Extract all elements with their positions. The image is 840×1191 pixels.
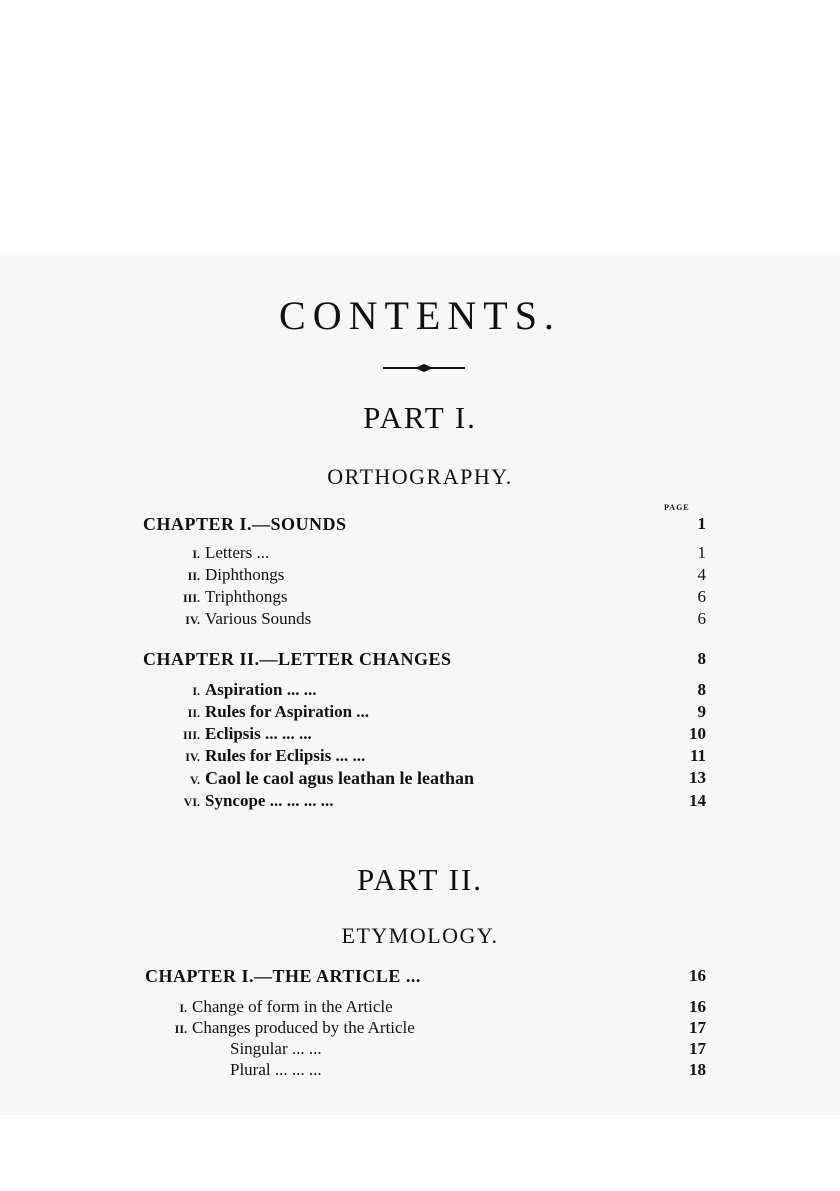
part-1-title: PART I.: [363, 400, 477, 435]
toc-item: [156, 680, 316, 700]
page-title: CONTENTS.: [279, 293, 561, 338]
toc-item-label: Triphthongs: [205, 587, 288, 606]
toc-chapter-heading: CHAPTER I.—SOUNDS: [143, 514, 347, 534]
toc-item: [156, 724, 312, 744]
toc-numeral: II.: [187, 706, 200, 720]
toc-item: [156, 543, 269, 563]
toc-item-label: Eclipsis ... ... ...: [205, 724, 312, 743]
toc-numeral: I.: [192, 547, 200, 561]
toc-item-label: Diphthongs: [205, 565, 285, 584]
toc-item: [156, 768, 474, 789]
toc-page-number: 1: [697, 543, 706, 562]
toc-item-label: Changes produced by the Article: [192, 1018, 415, 1037]
toc-page-number: 4: [697, 565, 706, 584]
toc-numeral: III.: [182, 591, 200, 605]
toc-numeral: II.: [187, 569, 200, 583]
toc-numeral: VI.: [183, 795, 200, 809]
toc-page-number: 16: [689, 966, 706, 985]
toc-item: [156, 791, 333, 811]
toc-page-number: 13: [689, 768, 706, 787]
toc-item: [230, 1039, 322, 1059]
toc-item-label: Letters ...: [205, 543, 270, 562]
toc-numeral: IV.: [185, 750, 200, 764]
toc-item-label: Singular ... ...: [230, 1039, 322, 1058]
part-1-section-title: ORTHOGRAPHY.: [327, 464, 513, 489]
toc-item: [156, 587, 288, 607]
toc-numeral: III.: [182, 728, 200, 742]
toc-numeral: I.: [179, 1001, 187, 1015]
toc-page-number: 17: [689, 1018, 706, 1037]
toc-item: [230, 1060, 322, 1080]
toc-item: [156, 565, 284, 585]
part-2-title: PART II.: [356, 862, 484, 897]
toc-item: [156, 746, 365, 766]
page-column-label: PAGE: [664, 503, 690, 512]
ornament-rule: [383, 360, 465, 376]
toc-page-number: 8: [697, 680, 706, 699]
toc-page-number: 1: [697, 514, 706, 533]
toc-page-number: 8: [697, 649, 706, 668]
toc-page-number: 16: [689, 997, 706, 1016]
toc-numeral: II.: [174, 1022, 187, 1036]
toc-item-label: Caol le caol agus leathan le leathan: [205, 768, 474, 788]
toc-chapter-heading: CHAPTER I.—THE ARTICLE ...: [145, 966, 421, 986]
toc-item-label: Various Sounds: [205, 609, 312, 628]
toc-item-label: Plural ... ... ...: [230, 1060, 322, 1079]
toc-item-label: Change of form in the Article: [192, 997, 393, 1016]
toc-item-label: Syncope ... ... ... ...: [205, 791, 334, 810]
toc-item: [143, 997, 393, 1017]
toc-numeral: IV.: [185, 613, 200, 627]
toc-page-number: 9: [697, 702, 706, 721]
toc-page-number: 6: [697, 609, 706, 628]
toc-chapter-heading: CHAPTER II.—LETTER CHANGES: [143, 649, 452, 669]
toc-page-number: 18: [689, 1060, 706, 1079]
toc-item-label: Aspiration ... ...: [205, 680, 317, 699]
toc-page-number: 14: [689, 791, 706, 810]
toc-numeral: V.: [189, 773, 200, 787]
part-2-section-title: ETYMOLOGY.: [341, 923, 499, 948]
toc-page-number: 10: [689, 724, 706, 743]
toc-page-number: 17: [689, 1039, 706, 1058]
toc-item: [156, 702, 369, 722]
toc-page-number: 11: [689, 746, 706, 765]
toc-page-number: 6: [697, 587, 706, 606]
toc-item-label: Rules for Eclipsis ... ...: [205, 746, 366, 765]
toc-item: [156, 609, 311, 629]
toc-item-label: Rules for Aspiration ...: [205, 702, 370, 721]
toc-numeral: I.: [192, 684, 200, 698]
toc-item: [143, 1018, 415, 1038]
